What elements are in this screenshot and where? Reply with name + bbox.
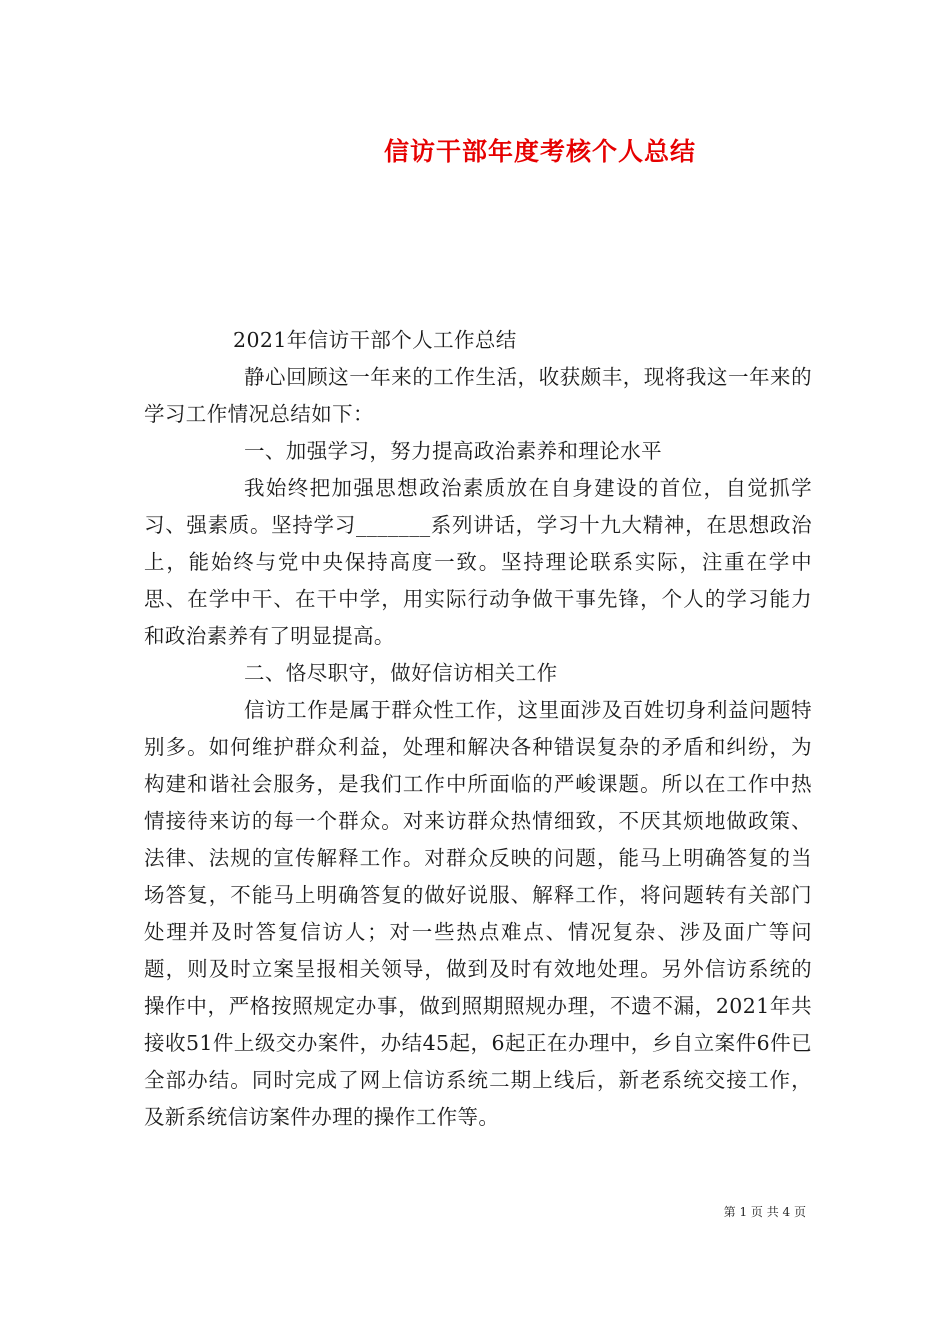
page-footer: 第 1 页 共 4 页 <box>723 1205 806 1219</box>
section-2-heading: 二、恪尽职守，做好信访相关工作 <box>244 661 558 685</box>
intro-paragraph: 静心回顾这一年来的工作生活，收获颇丰，现将我这一年来的学习工作情况总结如下： <box>144 365 812 426</box>
section-2-paragraph: 信访工作是属于群众性工作，这里面涉及百姓切身利益问题特别多。如何维护群众利益，处理和解决各种错误复杂的矛盾和纠纷，为构建和谐社会服务，是我们工作中所面临的严峻课题。所以在工作中热情接待来访的每一个群众。对来访群众热情细致，不厌其烦地做政策、法律、法规的宣传解释工作。对群众反映的问题，能马上明确答复的当场答复，不能马上明确答复的做好说服、解释工作，将问题转有关部门处理并及时答复信访人；对一些热点难点、情况复杂、涉及面广等问题，则及时立案呈报相关领导，做到及时有效地处理。另外信访系统的操作中，严格按照规定办事，做到照期照规办理，不遗不漏，2021年共接收51件上级交办案件，办结45起，6起正在办理中，乡自立案件6件已全部办结。同时完成了网上信访系统二期上线后，新老系统交接工作，及新系统信访案件办理的操作工作等。 <box>144 698 812 1129</box>
document-title: 信访干部年度考核个人总结 <box>383 137 696 166</box>
document-subtitle: 2021年信访干部个人工作总结 <box>233 328 517 352</box>
document-body <box>144 322 812 1136</box>
section-1-heading: 一、加强学习，努力提高政治素养和理论水平 <box>244 439 662 463</box>
section-1-paragraph: 我始终把加强思想政治素质放在自身建设的首位，自觉抓学习、强素质。坚持学习_______系列讲话，学习十九大精神，在思想政治上，能始终与党中央保持高度一致。坚持理论联系实际，注重在学中思、在学中干、在干中学，用实际行动争做干事先锋，个人的学习能力和政治素养有了明显提高。 <box>144 476 812 648</box>
